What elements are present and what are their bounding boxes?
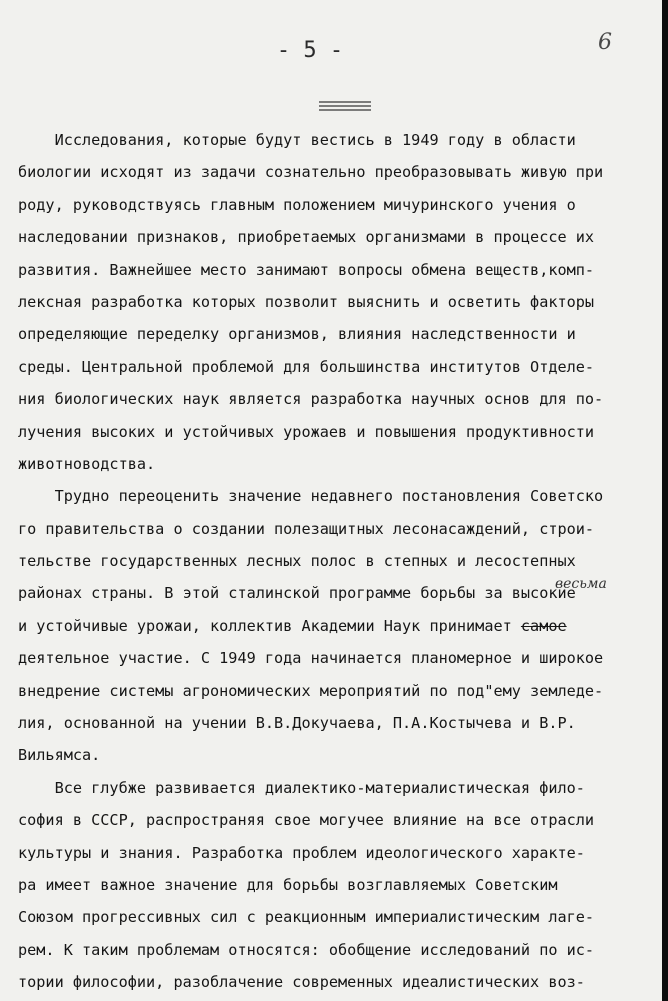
text-line-with-correction [18, 610, 658, 642]
text-line: районах страны. В этой сталинской программе борьбы за высокие [18, 584, 576, 603]
text-line-segment: и устойчивые урожаи, коллектив Академии Наук принимает [18, 616, 521, 635]
text-line: тельстве государственных лесных полос в степных и лесостепных [18, 552, 576, 571]
text-line: культуры и знания. Разработка проблем идеологического характе- [18, 843, 585, 862]
text-line: Вильямса. [18, 746, 101, 765]
handwritten-page-mark: 6 [598, 30, 612, 55]
text-line: лексная разработка которых позволит выяснить и осветить факторы [18, 292, 595, 311]
text-line: роду, руководствуясь главным положением мичуринского учения о [18, 195, 576, 214]
text-line: ния биологических наук является разработка научных основ для по- [18, 390, 604, 409]
handwritten-insert: весьма [555, 576, 607, 592]
text-line: Союзом прогрессивных сил с реакционным империалистическим лаге- [18, 908, 595, 927]
text-line: определяющие переделку организмов, влияния наследственности и [18, 325, 576, 344]
text-line: животноводства. [18, 454, 156, 473]
text-line: лучения высоких и устойчивых урожаев и повышения продуктивности [18, 422, 595, 441]
text-line: Трудно переоценить значение недавнего постановления Советско [18, 487, 604, 506]
text-line: рем. К таким проблемам относятся: обобщение исследований по ис- [18, 940, 595, 959]
text-line: деятельное участие. С 1949 года начинается планомерное и широкое [18, 649, 604, 668]
text-line: Исследования, которые будут вестись в 1949 году в области [18, 131, 576, 149]
ink-smudge [315, 98, 375, 114]
text-line: лия, основанной на учении В.В.Докучаева, П.А.Костычева и В.Р. [18, 714, 576, 733]
text-line: софия в СССР, распространяя свое могучее влияние на все отрасли [18, 811, 595, 830]
text-line: ра имеет важное значение для борьбы возглавляемых Советским [18, 875, 558, 894]
text-line: наследовании признаков, приобретаемых организмами в процессе их [18, 228, 595, 247]
text-line: среды. Центральной проблемой для большинства институтов Отделе- [18, 357, 595, 376]
text-line: го правительства о создании полезащитных лесонасаждений, строи- [18, 519, 595, 538]
text-line: внедрение системы агрономических мероприятий по под"ему земледе- [18, 681, 604, 700]
text-line: развития. Важнейшее место занимают вопросы обмена веществ,комп- [18, 260, 595, 279]
page-number: - 5 - [276, 38, 344, 63]
text-line: биологии исходят из задачи сознательно преобразовывать живую при [18, 163, 604, 182]
body-text [18, 124, 658, 999]
text-line: тории философии, разоблачение современных идеалистических воз- [18, 973, 585, 992]
struck-word: самое [520, 616, 567, 635]
scan-edge [662, 0, 668, 1001]
text-line: Все глубже развивается диалектико-материалистическая фило- [18, 778, 585, 797]
